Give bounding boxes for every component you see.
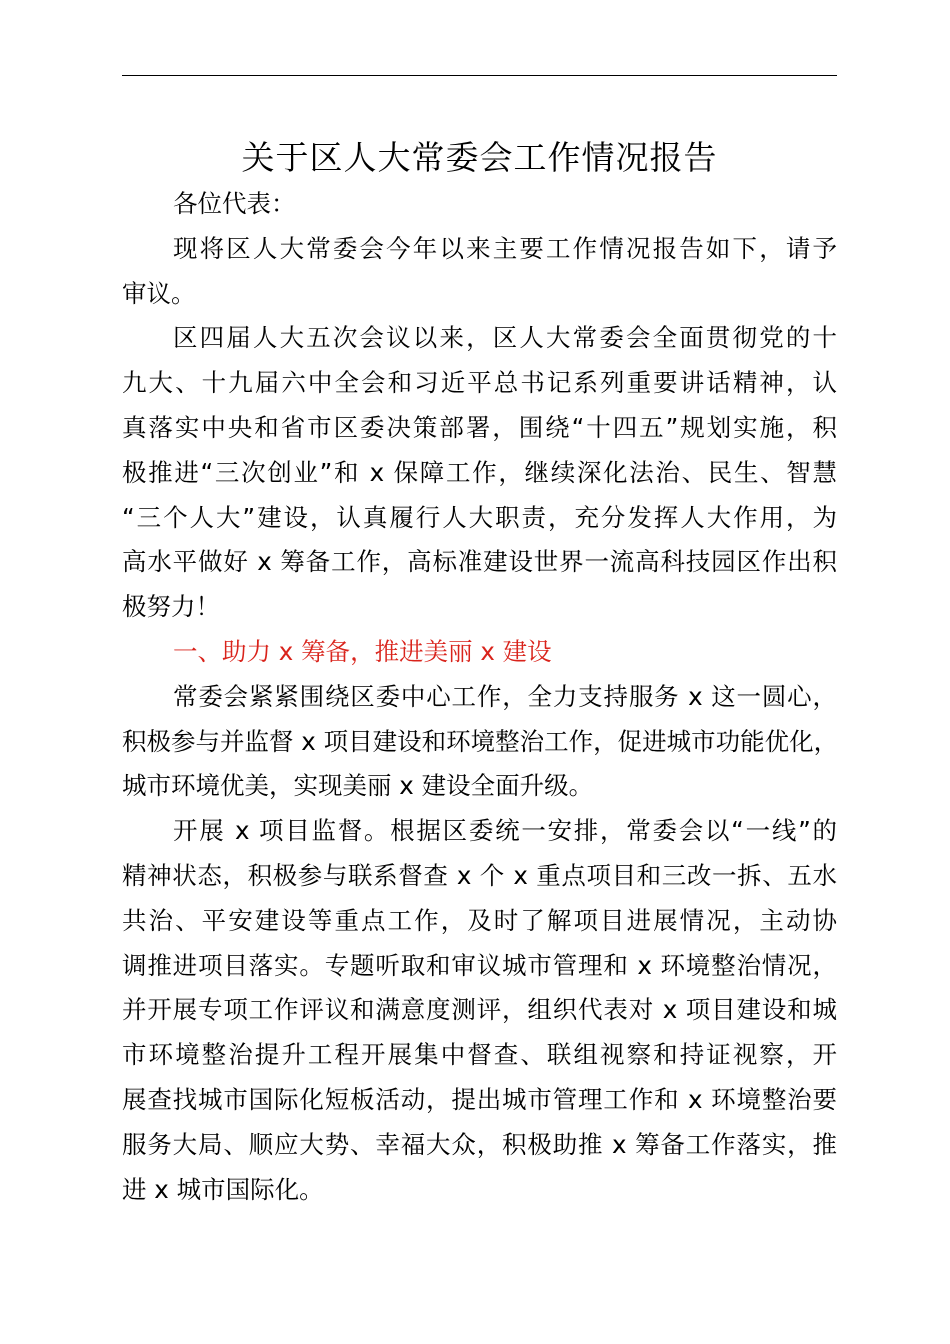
paragraph-line: 市环境整治提升工程开展集中督查、联组视察和持证视察，开 (122, 1040, 837, 1070)
paragraph-line: 并开展专项工作评议和满意度测评，组织代表对 x 项目建设和城 (122, 995, 837, 1025)
paragraph-line: 现将区人大常委会今年以来主要工作情况报告如下，请予 (173, 233, 837, 263)
paragraph-line: 精神状态，积极参与联系督查 x 个 x 重点项目和三改一拆、五水 (122, 860, 837, 890)
paragraph-line: 调推进项目落实。专题听取和审议城市管理和 x 环境整治情况， (122, 950, 837, 980)
paragraph-line: 展查找城市国际化短板活动，提出城市管理工作和 x 环境整治要 (122, 1084, 837, 1114)
document-body (122, 182, 837, 1212)
paragraph-line: 真落实中央和省市区委决策部署，围绕“十四五”规划实施，积 (122, 412, 837, 442)
paragraph-line: “三个人大”建设，认真履行人大职责，充分发挥人大作用，为 (122, 502, 837, 532)
paragraph-line: 积极参与并监督 x 项目建设和环境整治工作，促进城市功能优化， (122, 726, 839, 756)
salutation: 各位代表： (173, 189, 296, 218)
paragraph-line: 常委会紧紧围绕区委中心工作，全力支持服务 x 这一圆心， (173, 681, 837, 711)
paragraph-line: 城市环境优美，实现美丽 x 建设全面升级。 (122, 771, 594, 801)
paragraph-line: 九大、十九届六中全会和习近平总书记系列重要讲话精神，认 (122, 368, 837, 398)
paragraph-line: 极努力！ (122, 592, 220, 622)
paragraph-line: 极推进“三次创业”和 x 保障工作，继续深化法治、民生、智慧 (122, 457, 837, 487)
paragraph-line: 区四届人大五次会议以来，区人大常委会全面贯彻党的十 (173, 323, 837, 353)
document-title: 关于区人大常委会工作情况报告 (241, 138, 718, 177)
paragraph-line: 审议。 (122, 278, 196, 308)
header-rule (122, 75, 837, 76)
paragraph-line: 共治、平安建设等重点工作，及时了解项目进展情况，主动协 (122, 905, 837, 935)
paragraph-line: 开展 x 项目监督。根据区委统一安排，常委会以“一线”的 (173, 816, 837, 846)
paragraph-line: 高水平做好 x 筹备工作，高标准建设世界一流高科技园区作出积 (122, 547, 837, 577)
paragraph-line: 服务大局、顺应大势、幸福大众，积极助推 x 筹备工作落实，推 (122, 1129, 837, 1159)
paragraph-line: 进 x 城市国际化。 (122, 1174, 324, 1204)
section-heading: 一、助力 x 筹备，推进美丽 x 建设 (173, 636, 552, 666)
